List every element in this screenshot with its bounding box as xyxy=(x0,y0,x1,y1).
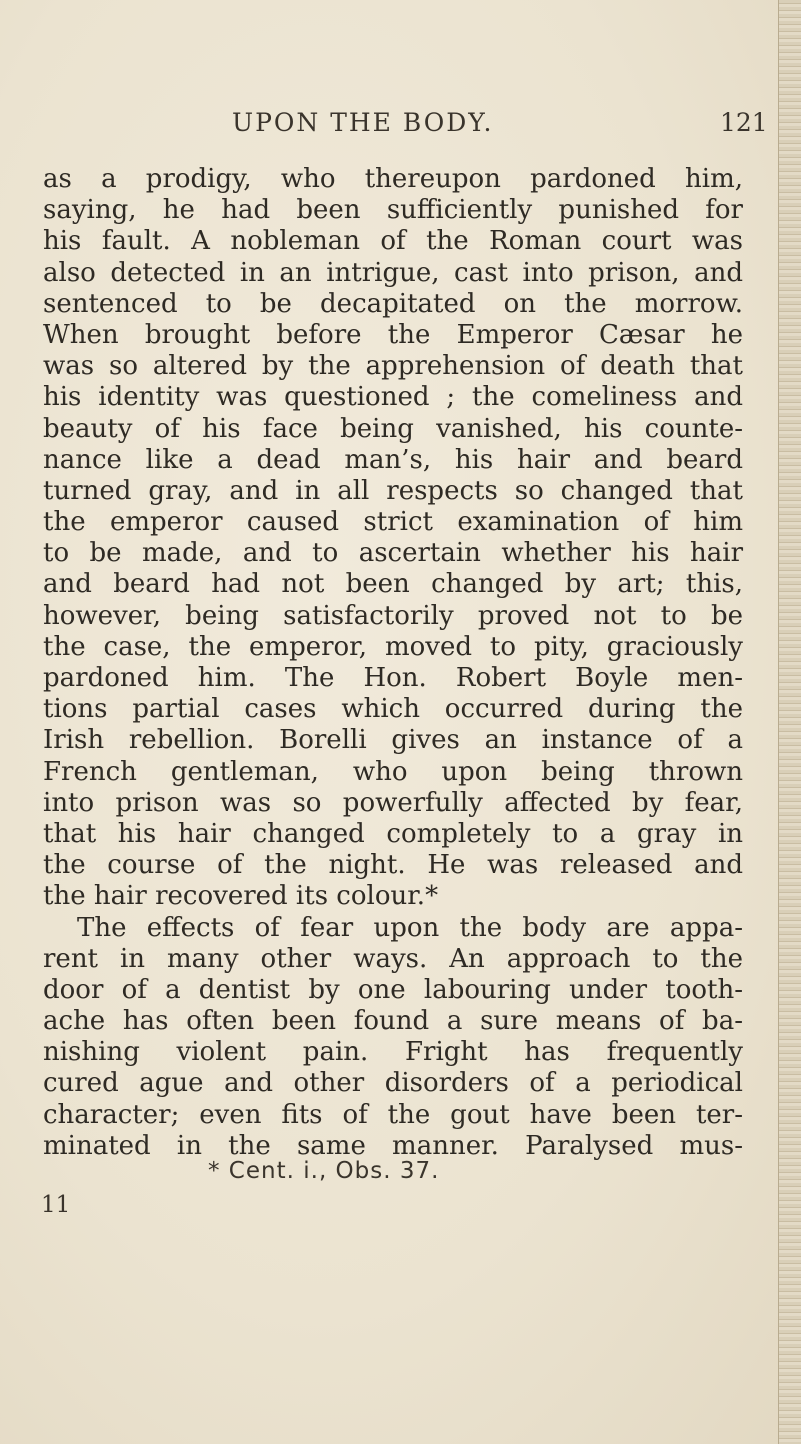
text-line: the case, the emperor, moved to pity, graciously xyxy=(43,631,743,662)
text-line: sentenced to be decapitated on the morrow. xyxy=(43,288,743,319)
body-text xyxy=(43,164,743,1162)
text-line: door of a dentist by one labouring under tooth- xyxy=(43,974,743,1005)
running-head: UPON THE BODY. xyxy=(232,108,494,137)
text-line: the hair recovered its colour.* xyxy=(43,881,439,912)
text-line: his identity was questioned ; the comeliness and xyxy=(43,382,743,413)
text-line: into prison was so powerfully affected by fear, xyxy=(43,787,743,818)
text-line: ache has often been found a sure means of ba- xyxy=(43,1006,743,1037)
text-line: however, being satisfactorily proved not to be xyxy=(43,600,743,631)
text-line: the emperor caused strict examination of him xyxy=(43,507,743,538)
text-line: character; even fits of the gout have been ter- xyxy=(43,1099,743,1130)
text-line: also detected in an intrigue, cast into prison, and xyxy=(43,257,743,288)
text-line: Irish rebellion. Borelli gives an instance of a xyxy=(43,725,743,756)
page-number: 121 xyxy=(720,108,768,137)
text-line: nance like a dead man’s, his hair and beard xyxy=(43,444,743,475)
footnote: * Cent. i., Obs. 37. xyxy=(208,1158,440,1184)
signature-mark: 11 xyxy=(41,1192,71,1218)
text-line: as a prodigy, who thereupon pardoned him, xyxy=(43,164,743,194)
page-header xyxy=(0,108,800,148)
text-line: was so altered by the apprehension of death that xyxy=(43,351,743,382)
text-line: his fault. A nobleman of the Roman court was xyxy=(43,226,743,257)
text-line: to be made, and to ascertain whether his hair xyxy=(43,538,743,569)
text-line: tions partial cases which occurred during the xyxy=(43,694,743,725)
text-line: turned gray, and in all respects so changed that xyxy=(43,475,743,506)
text-line: The effects of fear upon the body are appa- xyxy=(77,912,743,943)
text-line: saying, he had been sufficiently punished for xyxy=(43,195,743,226)
text-line: the course of the night. He was released and xyxy=(43,850,743,881)
page-edge xyxy=(778,0,801,1444)
text-line: nishing violent pain. Fright has frequently xyxy=(43,1037,743,1068)
text-line: and beard had not been changed by art; this, xyxy=(43,569,743,600)
text-line: pardoned him. The Hon. Robert Boyle men- xyxy=(43,663,743,693)
text-line: minated in the same manner. Paralysed mus- xyxy=(43,1130,743,1161)
text-line: rent in many other ways. An approach to the xyxy=(43,943,743,974)
text-line: French gentleman, who upon being thrown xyxy=(43,756,743,787)
text-line: that his hair changed completely to a gray in xyxy=(43,818,743,849)
text-line: cured ague and other disorders of a periodical xyxy=(43,1068,743,1099)
text-line: When brought before the Emperor Cæsar he xyxy=(43,319,743,350)
text-line: beauty of his face being vanished, his counte- xyxy=(43,413,743,444)
